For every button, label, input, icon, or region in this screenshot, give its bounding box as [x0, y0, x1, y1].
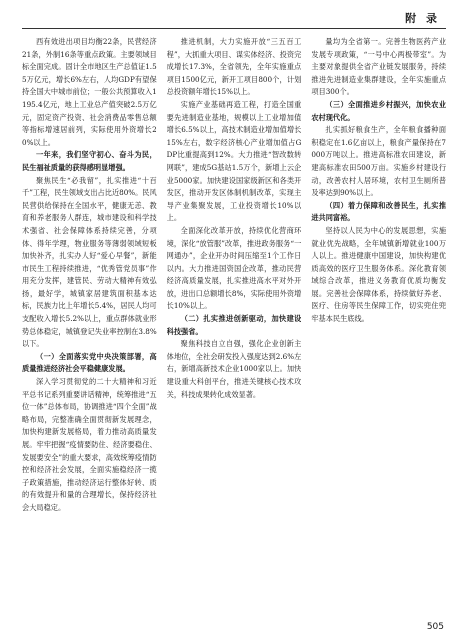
column-2 — [167, 36, 302, 614]
header-rule — [22, 28, 446, 29]
body-paragraph: 西有效进出项目均衡22条，民营经济21条，外制16条等重点政策。主要领域目标全面完成。固计全市地区生产总值证1.55万亿元，增长6%左右，人均GDP有望保持全国大中城市前位；一般公共预算收入1195.4亿元，地上工业总产值突破2.5万亿元，固定资产投资、社会消费品零售总额等指标增速居前列，实际使用外资增长20%以上。 — [22, 37, 157, 147]
running-header: 附 录 — [405, 12, 440, 25]
body-paragraph: 量均为全省第一。完善生物医药产业发展专项政策，“一号中心两极带室”。为主要对象提供全省产业链发展服务，持续推进先进制造业集群建设，全年实施重点项目300个。 — [311, 37, 447, 97]
column-3 — [311, 36, 446, 614]
body-columns — [22, 36, 446, 614]
body-paragraph: 扎实抓好粮食生产，全年粮食播种面积稳定在1.6亿亩以上，粮食产量保持在7000万吨以上。推进高标准农田建设，新建高标准农田500万亩。实施乡村建设行动，改善农村人居环境，农村卫生厕所普及率达到90%以上。 — [311, 125, 447, 198]
section-heading: （四）着力保障和改善民生，扎实推进共同富裕。 — [311, 200, 447, 223]
body-paragraph: 深入学习贯彻党的二十大精神和习近平总书记系列重要讲话精神，统筹推进“五位一体”总体布局，协调推进“四个全面”战略布局，完整准确全面贯彻新发展理念，加快构建新发展格局，着力推动高质量发展。牢牢把握“疫情要防住、经济要稳住、发展要安全”的重大要求，高效统筹疫情防控和经济社会发展，全面实施稳经济一揽子政策措施，推动经济运行整体好转、质的有效提升和量的合理增长，保持经济社会大局稳定。 — [22, 377, 157, 512]
page-number: 505 — [426, 622, 444, 632]
body-paragraph: 全面深化改革开放，持续优化营商环境，深化“放管服”改革，推进政务服务“一网通办”，企业开办时间压缩至1个工作日以内。大力推进国资国企改革，推动民营经济高质量发展，扎实推进高水平对外开放，进出口总额增长8%，实际使用外资增长10%以上。 — [166, 225, 302, 311]
body-paragraph: 聚焦科技自立自强，强化企业创新主体地位，全社会研发投入强度达到2.6%左右，新增高新技术企业1000家以上。加快建设重大科创平台，推进关键核心技术攻关，科技成果转化成效显著。 — [166, 339, 302, 399]
column-1 — [22, 36, 157, 614]
body-paragraph: 坚持以人民为中心的发展思想，实施就业优先战略，全年城镇新增就业100万人以上。推进健康中国建设，加快构建优质高效的医疗卫生服务体系。深化教育领域综合改革，推进义务教育优质均衡发展。完善社会保障体系，持续做好养老、医疗、住房等民生保障工作，切实兜住兜牢基本民生底线。 — [311, 225, 447, 324]
body-paragraph: 实施产业基础再造工程，打造全国重要先进制造业基地，规模以上工业增加值增长6.5%以上，高技术制造业增加值增长15%左右，数字经济核心产业增加值占GDP比重提高到12%。大力推进“智改数转网联”，建成5G基站1.5万个，新增上云企业5000家。加快建设国家级新区和各类开发区，推动开发区体制机制改革，实现主导产业集聚发展，工业投资增长10%以上。 — [166, 99, 302, 223]
section-heading: （一）全面落实党中央决策部署，高质量推进经济社会平稳健康发展。 — [22, 351, 157, 374]
body-paragraph: 聚焦民生“必我留”，扎实推进“十百千”工程，民生领域支出占比近80%。民风民营供给保持在全国水平，健康无恙、教育和养老服务人群连，城市建设和科学技术强省、社会保障体系持续完善，分项体、得年学理，物业服务等薄弱领域短板加快补齐，扎实办人好“爱心早餐”，新能市民生工程持续推进，“优秀管党员事”作用充分发挥，建管民、劳动大精神有效弘扬，最好学，城镇家居建筑面积基本达标，民族力比上年增长5.4%，居民人均可支配收入增长5.2%以上，重点群体就业形势总体稳定，城镇登记失业率控制在3.8%以下。 — [22, 175, 157, 349]
body-paragraph: 推进机制，大力实施开放“三五百工程”，大抓重大项目、谋实体经济、投资完成增长17.3%，全省领先，全年实施重点项目1500亿元，新开工项目800个，计划总投资额年增长15%以上。 — [166, 37, 302, 97]
section-heading: （三）全面推进乡村振兴，加快农业农村现代化。 — [311, 99, 447, 122]
section-heading: 一年来，我们坚守初心、奋斗为民，民生福祉质量的获得感明显增强。 — [22, 150, 157, 172]
section-heading: （二）扎实推进创新驱动，加快建设科技强省。 — [166, 314, 302, 336]
